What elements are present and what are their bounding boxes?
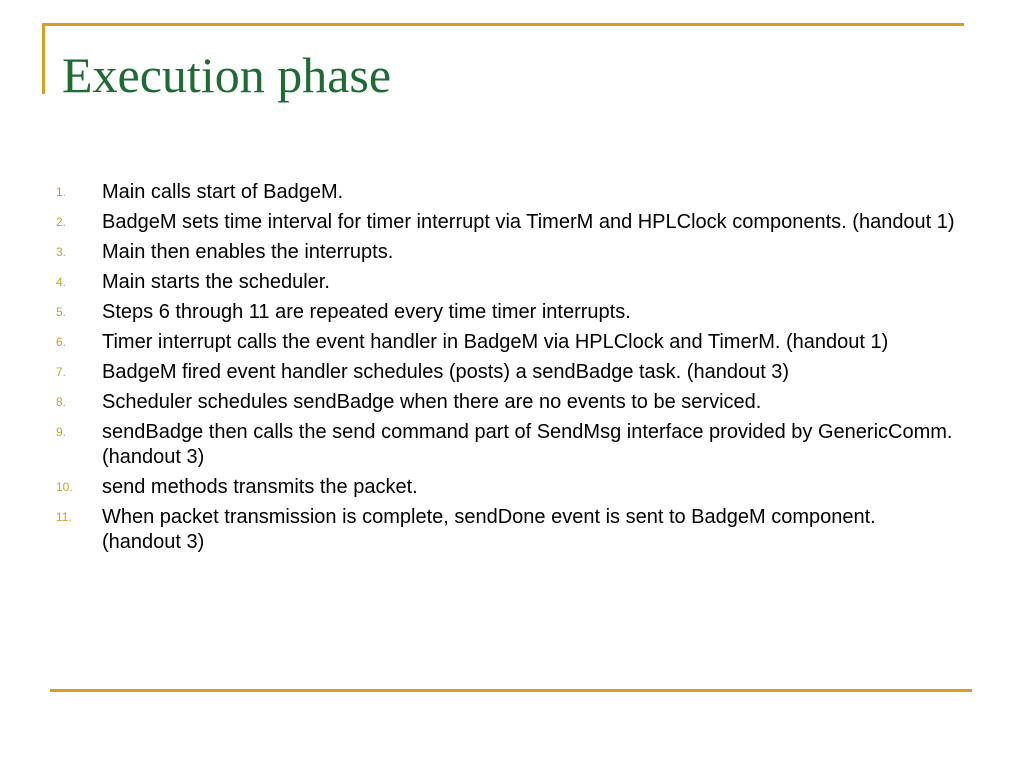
step-text: sendBadge then calls the send command part of SendMsg interface provided by GenericComm. (handout 3) [102,421,953,468]
list-item [56,210,956,235]
step-number: 5. [56,305,67,319]
step-text: send methods transmits the packet. [102,476,418,498]
step-number: 2. [56,215,67,229]
step-number: 3. [56,245,67,259]
step-number: 9. [56,425,67,439]
step-number: 10. [56,480,73,494]
slide-title: Execution phase [62,47,392,103]
step-text: Scheduler schedules sendBadge when there are no events to be serviced. [102,391,762,413]
step-text: Main starts the scheduler. [102,271,330,293]
list-item [56,475,956,500]
step-text: BadgeM fired event handler schedules (posts) a sendBadge task. (handout 3) [102,361,790,383]
step-number: 11. [56,510,72,524]
step-text: Timer interrupt calls the event handler in BadgeM via HPLClock and TimerM. (handout 1) [102,331,889,353]
list-item [56,330,956,355]
list-item [56,270,956,295]
step-text: Main calls start of BadgeM. [102,181,344,203]
step-number: 1. [56,185,67,199]
list-item [56,420,956,470]
step-text: Main then enables the interrupts. [102,241,394,263]
step-text: Steps 6 through 11 are repeated every time timer interrupts. [102,301,631,323]
list-item [56,240,956,265]
step-text: When packet transmission is complete, sendDone event is sent to BadgeM component. (handout 3) [102,506,876,553]
list-item [56,300,956,325]
step-number: 8. [56,395,67,409]
steps-list [56,180,956,560]
step-number: 6. [56,335,67,349]
list-item [56,390,956,415]
list-item [56,180,956,205]
step-number: 7. [56,365,67,379]
footer-divider [50,689,972,692]
step-number: 4. [56,275,67,289]
list-item [56,360,956,385]
list-item [56,505,956,555]
step-text: BadgeM sets time interval for timer interrupt via TimerM and HPLClock components. (handout 1) [102,211,955,233]
